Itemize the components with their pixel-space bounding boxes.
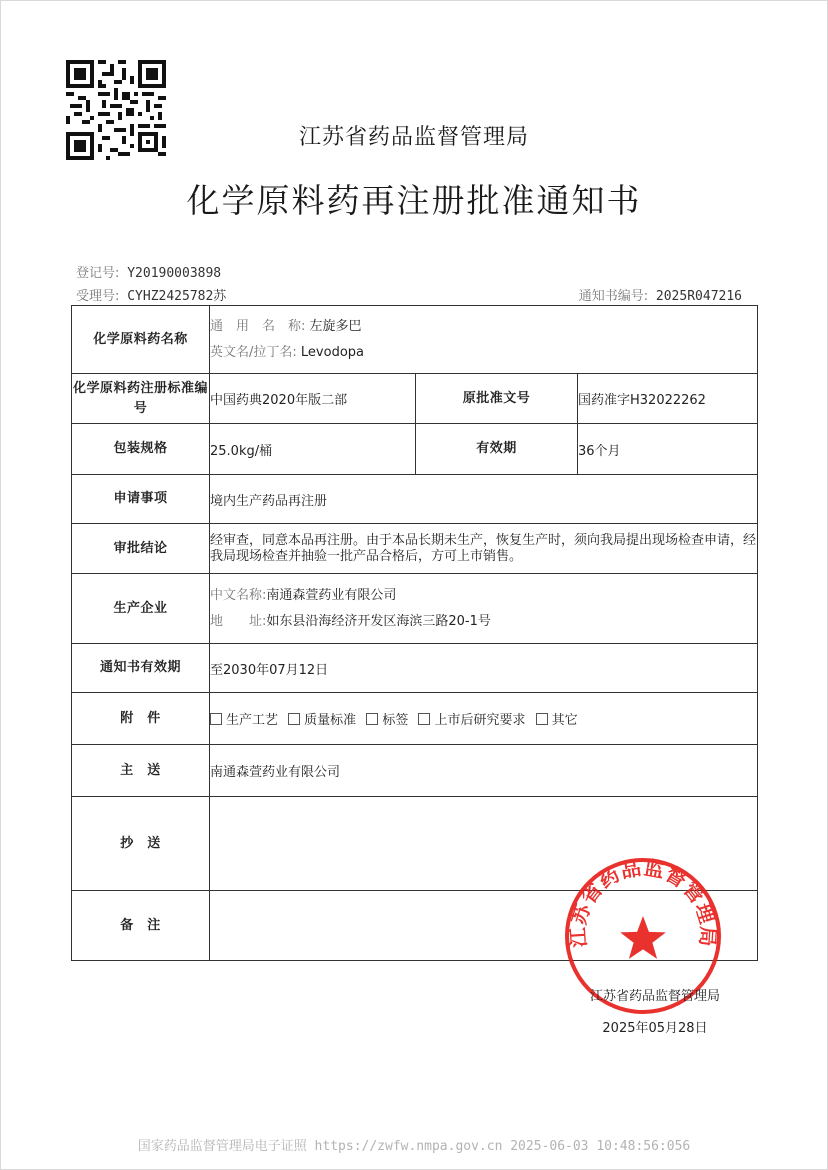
checkbox-icon xyxy=(210,713,222,725)
table-row xyxy=(72,306,758,374)
main-recipient-value: 南通森萱药业有限公司 xyxy=(210,745,758,797)
manufacturer-header: 生产企业 xyxy=(72,574,210,644)
common-name-label: 通 用 名 称: xyxy=(210,318,306,334)
attachment-item: 其它 xyxy=(536,713,578,728)
signature-date: 2025年05月28日 xyxy=(602,1021,708,1036)
conclusion-value: 经审查，同意本品再注册。由于本品长期未生产，恢复生产时，须向我局提出现场检查申请，经我局现场检查并抽验一批产品合格后，方可上市销售。 xyxy=(210,524,758,574)
acceptance-number-value: CYHZ2425782苏 xyxy=(127,289,227,304)
standard-number-header: 化学原料药注册标准编号 xyxy=(72,374,210,424)
attachment-header: 附 件 xyxy=(72,693,210,745)
seal-text: 江苏省药品监督管理局 xyxy=(565,856,721,949)
table-row xyxy=(72,374,758,424)
attachment-item: 上市后研究要求 xyxy=(418,713,525,728)
remark-header: 备 注 xyxy=(72,891,210,961)
english-name-label: 英文名/拉丁名: xyxy=(210,344,297,360)
attachment-item: 生产工艺 xyxy=(210,713,278,728)
notice-validity-value: 至2030年07月12日 xyxy=(210,644,758,693)
notice-number-value: 2025R047216 xyxy=(655,289,742,304)
table-row xyxy=(72,644,758,693)
validity-header: 有效期 xyxy=(416,424,578,475)
table-row xyxy=(72,475,758,524)
footer-watermark: 国家药品监督管理局电子证照 https://zwfw.nmpa.gov.cn 2025-06-03 10:48:56:056 xyxy=(137,1139,691,1154)
table-row xyxy=(72,693,758,745)
attachment-item: 标签 xyxy=(366,713,408,728)
address-value: 如东县沿海经济开发区海滨三路20-1号 xyxy=(266,613,491,629)
address-label: 地 址: xyxy=(210,613,267,629)
original-approval-header: 原批准文号 xyxy=(416,374,578,424)
package-value: 25.0kg/桶 xyxy=(210,424,416,475)
table-row xyxy=(72,424,758,475)
attachment-checklist xyxy=(210,693,758,745)
table-row xyxy=(72,524,758,574)
table-row xyxy=(72,745,758,797)
notice-number xyxy=(579,285,742,304)
common-name-value: 左旋多巴 xyxy=(309,318,362,334)
issuing-authority: 江苏省药品监督管理局 xyxy=(298,125,529,150)
company-name-value: 南通森萱药业有限公司 xyxy=(266,587,397,603)
drug-name-header: 化学原料药名称 xyxy=(72,306,210,374)
document-title: 化学原料药再注册批准通知书 xyxy=(186,181,642,220)
checkbox-icon xyxy=(366,713,378,725)
star-icon xyxy=(620,916,666,959)
acceptance-number xyxy=(76,285,226,304)
conclusion-header: 审批结论 xyxy=(72,524,210,574)
checkbox-icon xyxy=(536,713,548,725)
notice-validity-header: 通知书有效期 xyxy=(72,644,210,693)
package-header: 包装规格 xyxy=(72,424,210,475)
signature-org: 江苏省药品监督管理局 xyxy=(589,989,720,1004)
registration-number-label: 登记号: xyxy=(76,266,120,281)
standard-number-value: 中国药典2020年版二部 xyxy=(210,374,416,424)
drug-name-cell xyxy=(210,306,758,374)
application-value: 境内生产药品再注册 xyxy=(210,475,758,524)
application-header: 申请事项 xyxy=(72,475,210,524)
original-approval-value: 国药准字H32022262 xyxy=(578,374,758,424)
registration-number-value: Y20190003898 xyxy=(127,266,222,281)
main-recipient-header: 主 送 xyxy=(72,745,210,797)
registration-number xyxy=(76,262,221,281)
manufacturer-cell xyxy=(210,574,758,644)
company-name-label: 中文名称: xyxy=(210,587,267,603)
attachment-item: 质量标准 xyxy=(288,713,356,728)
cc-header: 抄 送 xyxy=(72,797,210,891)
english-name-value: Levodopa xyxy=(300,344,364,360)
checkbox-icon xyxy=(418,713,430,725)
table-row xyxy=(72,574,758,644)
acceptance-number-label: 受理号: xyxy=(76,289,120,304)
notice-number-label: 通知书编号: xyxy=(578,289,649,304)
validity-value: 36个月 xyxy=(578,424,758,475)
checkbox-icon xyxy=(288,713,300,725)
